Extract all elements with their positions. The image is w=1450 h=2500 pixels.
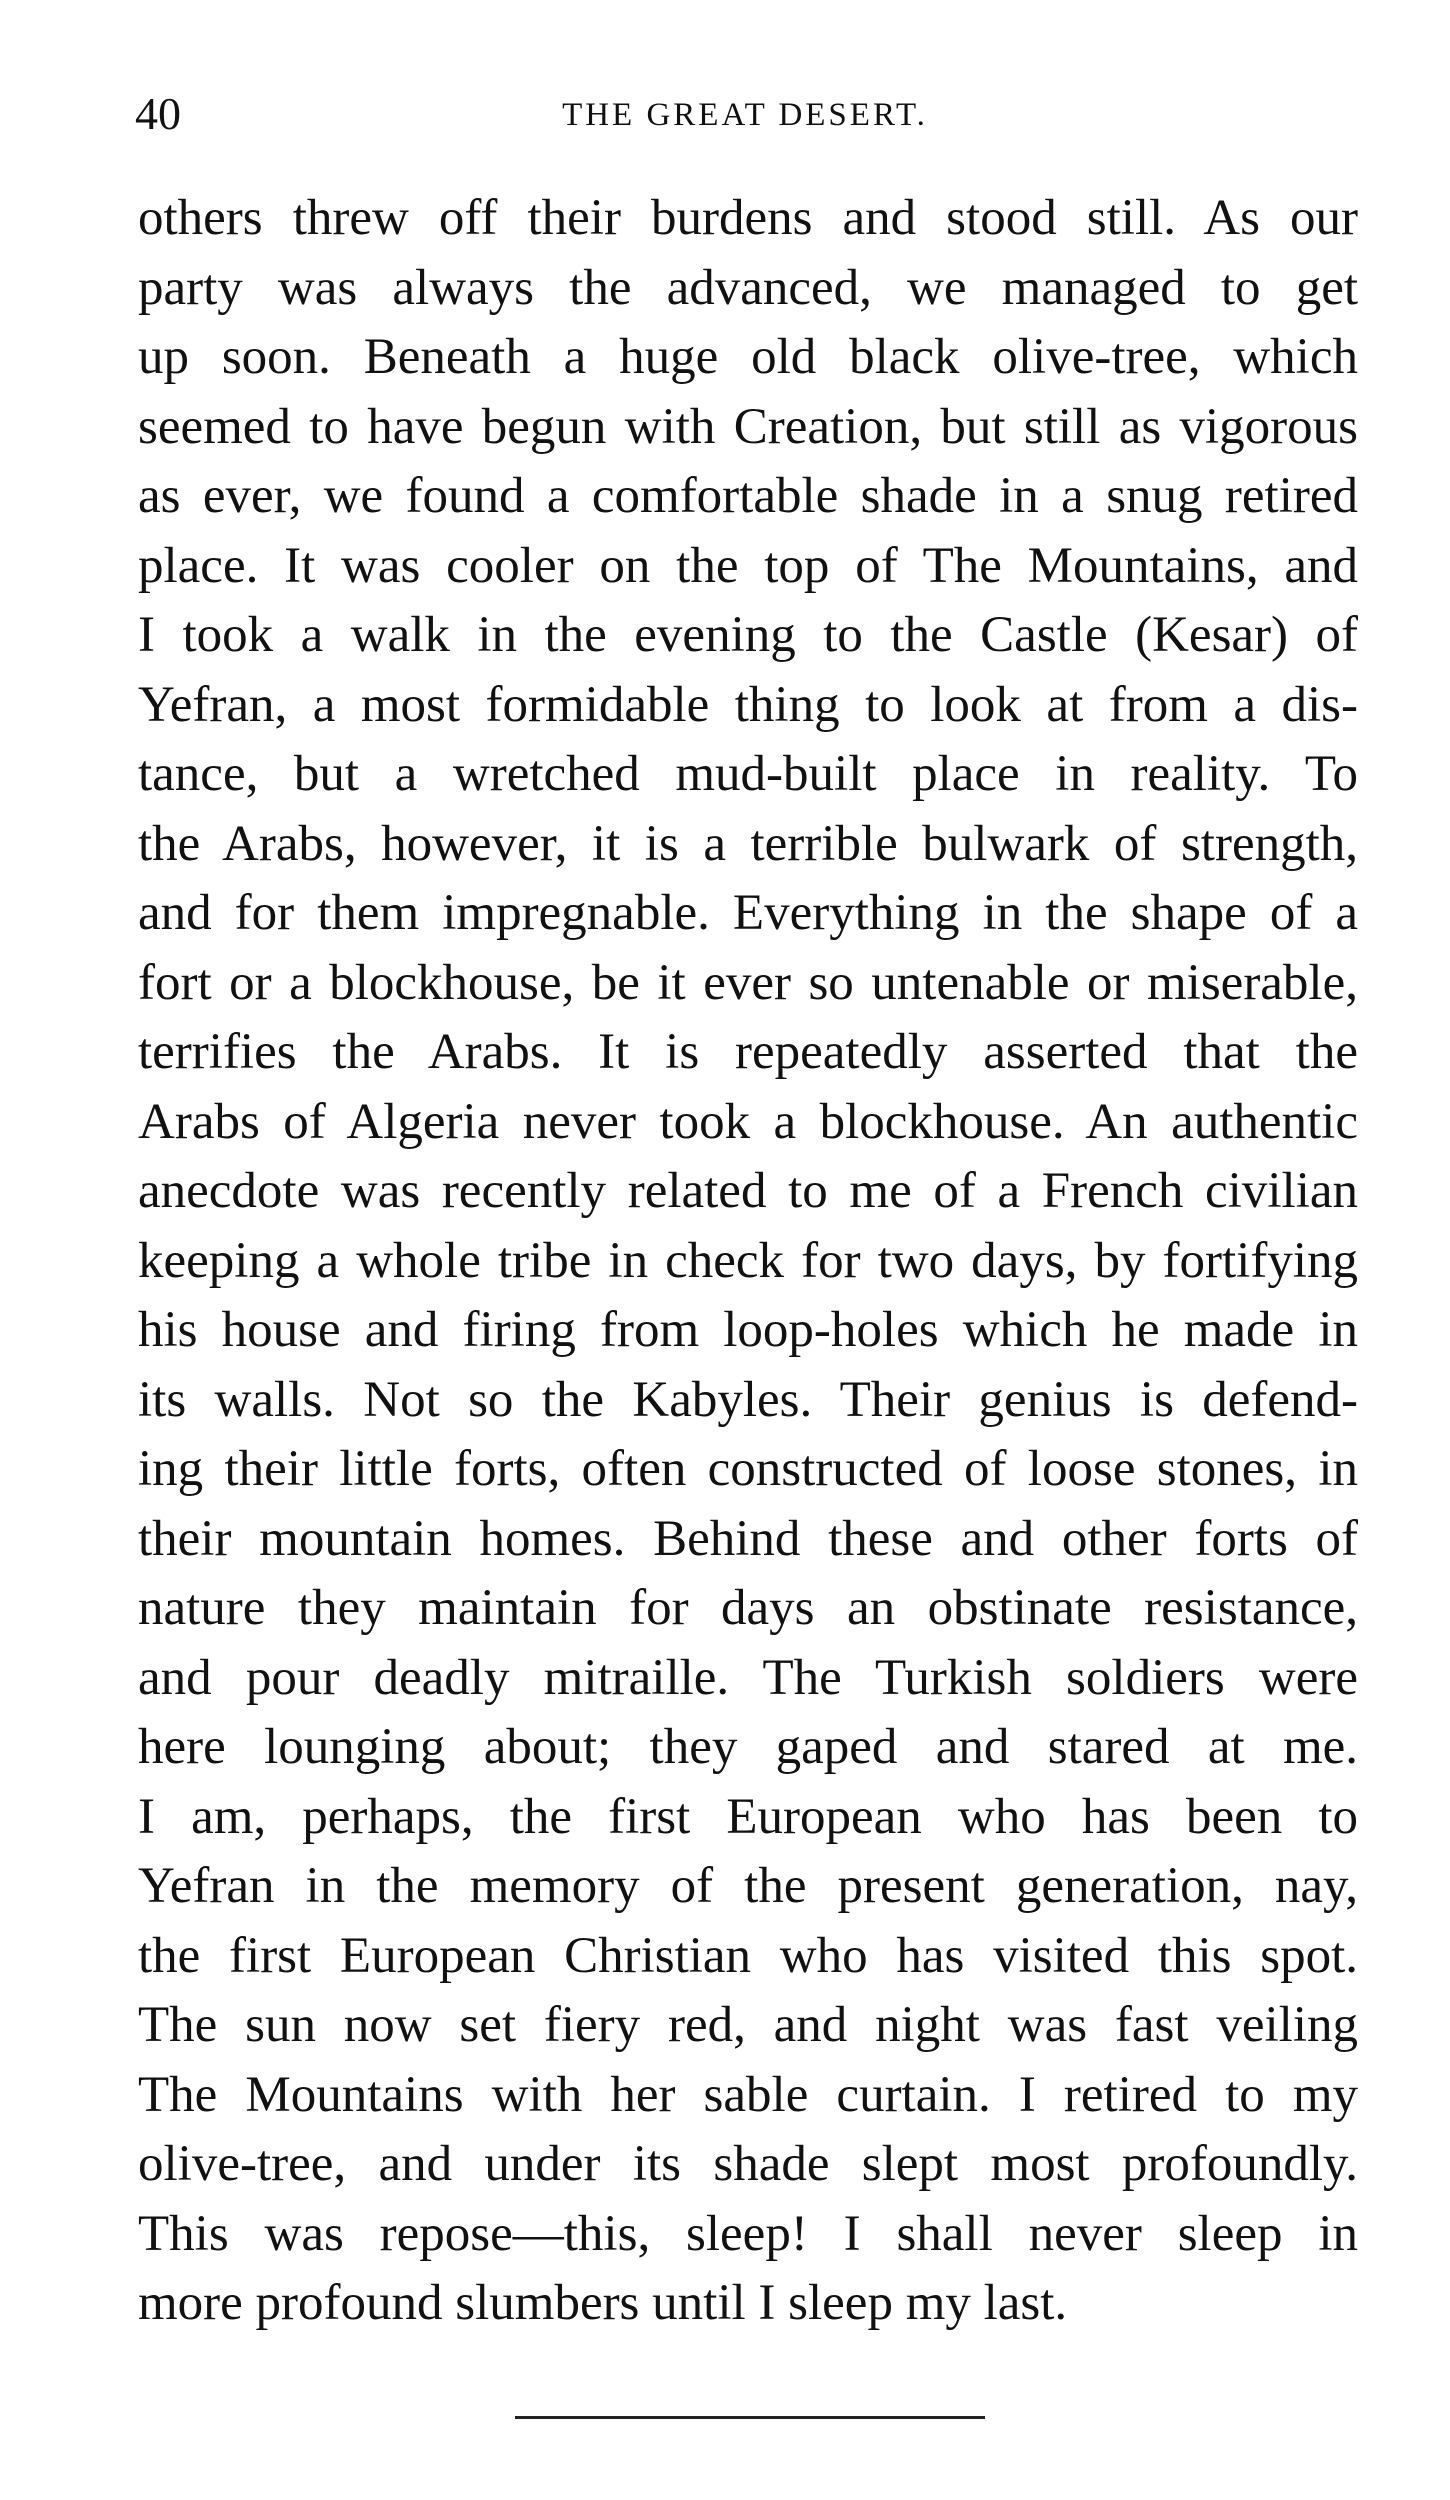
text-line: party was always the advanced, we managed to get — [138, 259, 1358, 316]
text-line: The Mountains with her sable curtain. I retired to my — [138, 2066, 1358, 2123]
text-line: The sun now set fiery red, and night was fast veiling — [138, 1997, 1358, 2053]
text-line: and pour deadly mitraille. The Turkish soldiers were — [138, 1649, 1358, 1706]
text-line: place. It was cooler on the top of The Mountains, and — [138, 537, 1358, 594]
text-line: its walls. Not so the Kabyles. Their genius is defend- — [138, 1371, 1358, 1428]
text-line: ing their little forts, often constructed of loose stones, in — [138, 1441, 1358, 1497]
text-line: the first European Christian who has visited this spot. — [138, 1927, 1358, 1984]
text-line: the Arabs, however, it is a terrible bulwark of strength, — [138, 815, 1358, 872]
text-line: as ever, we found a comfortable shade in a snug retired — [138, 468, 1358, 524]
text-line: his house and firing from loop-holes which he made in — [138, 1302, 1358, 1358]
text-line: others threw off their burdens and stood still. As our — [138, 190, 1358, 246]
text-line: anecdote was recently related to me of a French civilian — [138, 1163, 1358, 1219]
text-line: here lounging about; they gaped and stared at me. — [138, 1719, 1358, 1775]
text-line: terrifies the Arabs. It is repeatedly asserted that the — [138, 1024, 1358, 1080]
body-text — [138, 184, 1358, 2339]
page-number: 40 — [135, 88, 181, 139]
text-line: nature they maintain for days an obstinate resistance, — [138, 1580, 1358, 1636]
text-line: tance, but a wretched mud-built place in reality. To — [138, 746, 1358, 802]
running-head — [135, 84, 1355, 144]
text-line: Arabs of Algeria never took a blockhouse. An authentic — [138, 1093, 1358, 1150]
running-title: THE GREAT DESERT. — [562, 97, 928, 133]
text-line: I took a walk in the evening to the Castle (Kesar) of — [138, 607, 1358, 663]
section-end-rule — [515, 2416, 985, 2419]
text-line: Yefran in the memory of the present generation, nay, — [138, 1858, 1358, 1914]
text-line: seemed to have begun with Creation, but still as vigorous — [138, 398, 1358, 455]
text-line: fort or a blockhouse, be it ever so untenable or miserable, — [138, 954, 1358, 1011]
text-line: Yefran, a most formidable thing to look at from a dis- — [138, 676, 1358, 733]
text-line: olive-tree, and under its shade slept most profoundly. — [138, 2136, 1358, 2192]
text-line: This was repose—this, sleep! I shall never sleep in — [138, 2205, 1358, 2262]
text-line-last: more profound slumbers until I sleep my last. — [138, 2275, 1068, 2331]
text-line: I am, perhaps, the first European who has been to — [138, 1788, 1358, 1845]
text-line: and for them impregnable. Everything in the shape of a — [138, 885, 1358, 941]
text-line: up soon. Beneath a huge old black olive-tree, which — [138, 329, 1358, 385]
text-line: their mountain homes. Behind these and other forts of — [138, 1510, 1358, 1567]
text-line: keeping a whole tribe in check for two days, by fortifying — [138, 1232, 1358, 1289]
